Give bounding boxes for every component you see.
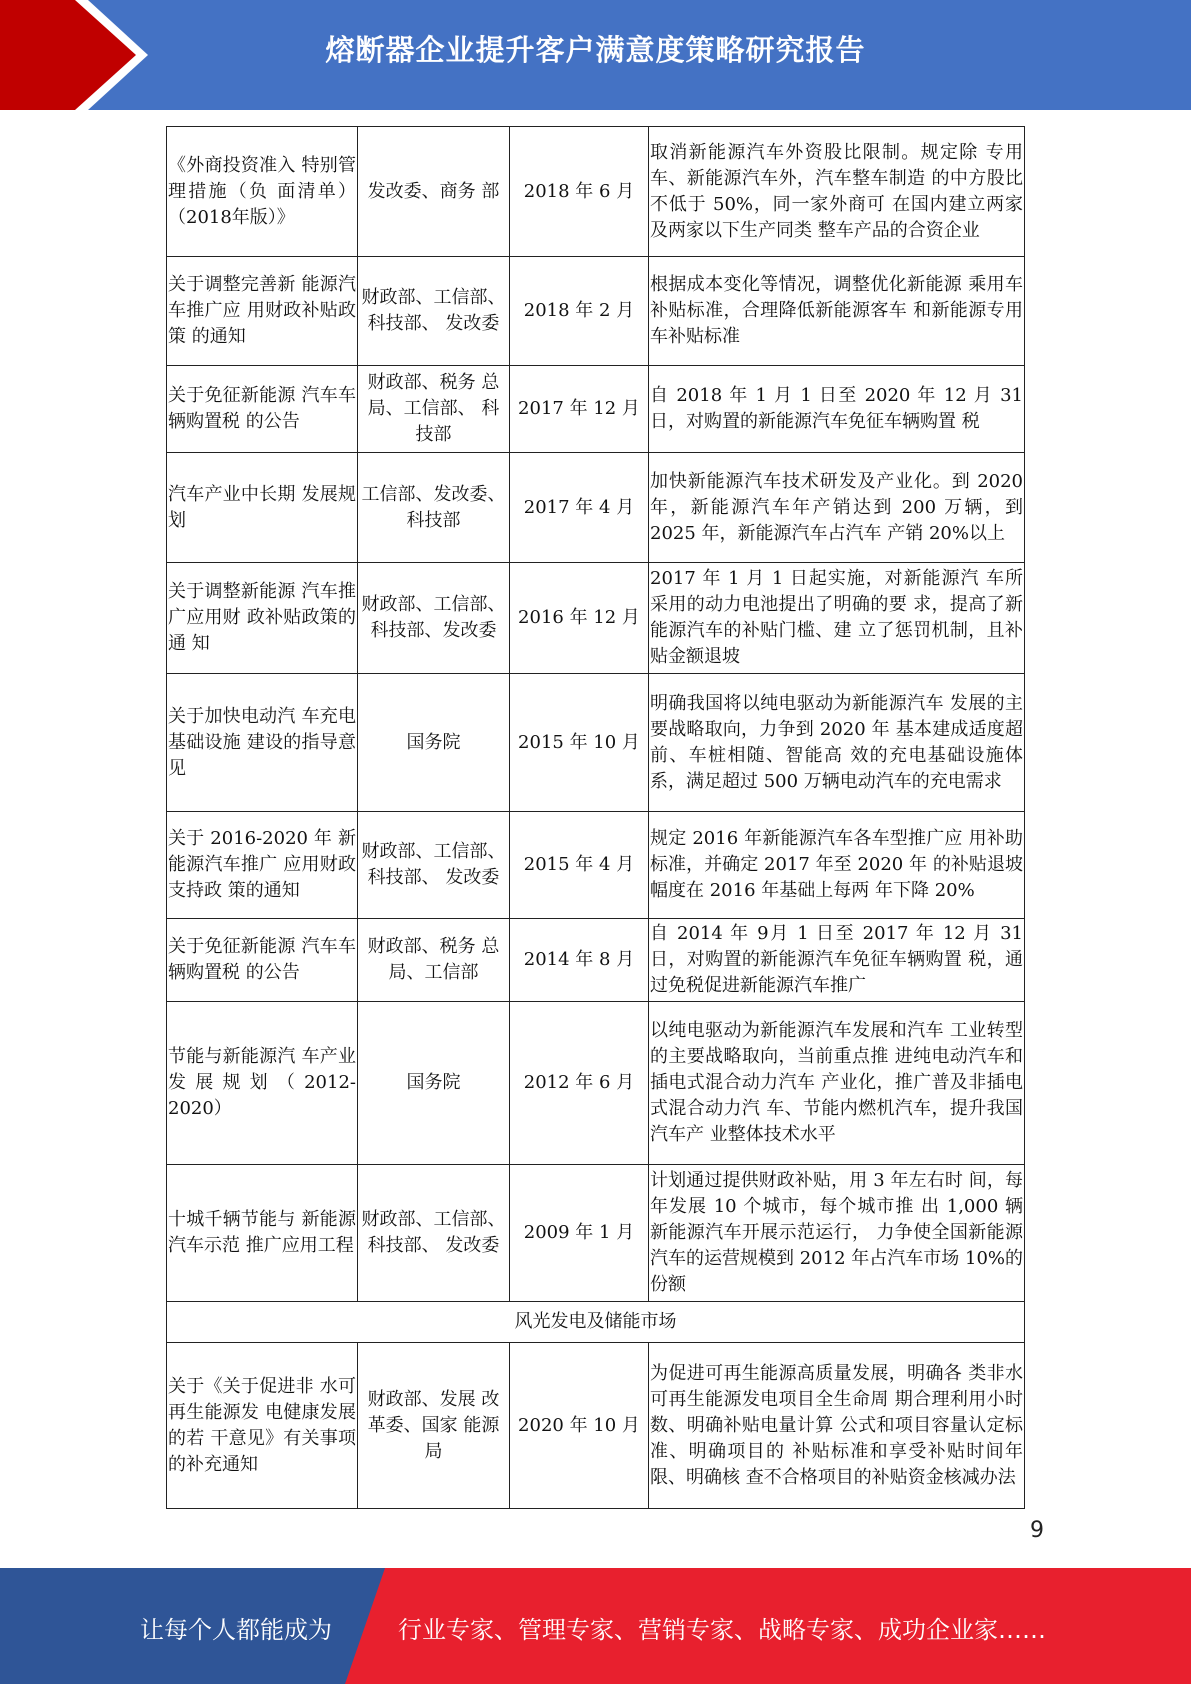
table-row [167, 812, 1025, 919]
date-cell: 2009 年 1 月 [510, 1165, 649, 1302]
date-cell: 2017 年 12 月 [510, 366, 649, 453]
page-number: 9 [1030, 1518, 1044, 1543]
policy-name-cell: 关于调整新能源 汽车推广应用财 政补贴政策的通 知 [167, 563, 358, 674]
date-cell: 2014 年 8 月 [510, 919, 649, 1002]
department-cell: 财政部、税务 总局、工信部 [358, 919, 510, 1002]
policy-name-cell: 节能与新能源汽 车产业发展规划（2012-2020） [167, 1002, 358, 1165]
report-title: 熔断器企业提升客户满意度策略研究报告 [325, 33, 866, 67]
table-row [167, 257, 1025, 366]
description-cell: 取消新能源汽车外资股比限制。规定除 专用车、新能源汽车外，汽车整车制造 的中方股比不低于 50%，同一家外商可 在国内建立两家及两家以下生产同类 整车产品的合资企业 [649, 127, 1025, 257]
date-cell: 2020 年 10 月 [510, 1343, 649, 1509]
policy-name-cell: 关于调整完善新 能源汽车推广应 用财政补贴政策 的通知 [167, 257, 358, 366]
department-cell: 财政部、税务 总局、工信部、 科技部 [358, 366, 510, 453]
date-cell: 2018 年 2 月 [510, 257, 649, 366]
description-cell: 明确我国将以纯电驱动为新能源汽车 发展的主要战略取向，力争到 2020 年 基本建成适度超前、车桩相随、智能高 效的充电基础设施体系，满足超过 500 万辆电动汽车的充电需求 [649, 674, 1025, 812]
date-cell: 2015 年 4 月 [510, 812, 649, 919]
section-title-cell: 风光发电及储能市场 [167, 1302, 1025, 1343]
description-cell: 自 2014 年 9月 1 日至 2017 年 12 月 31 日，对购置的新能源汽车免征车辆购置 税，通过免税促进新能源汽车推广 [649, 919, 1025, 1002]
policy-name-cell: 关于 2016-2020 年 新能源汽车推广 应用财政支持政 策的通知 [167, 812, 358, 919]
department-cell: 财政部、工信部、科技部、 发改委 [358, 1165, 510, 1302]
footer-slogan-left: 让每个人都能成为 [140, 1616, 332, 1644]
description-cell: 规定 2016 年新能源汽车各车型推广应 用补助标准，并确定 2017 年至 2020 年 的补贴退坡幅度在 2016 年基础上每两 年下降 20% [649, 812, 1025, 919]
table-row [167, 674, 1025, 812]
table-row [167, 1343, 1025, 1509]
description-cell: 自 2018 年 1 月 1 日至 2020 年 12 月 31 日，对购置的新能源汽车免征车辆购置 税 [649, 366, 1025, 453]
description-cell: 以纯电驱动为新能源汽车发展和汽车 工业转型的主要战略取向，当前重点推 进纯电动汽车和插电式混合动力汽车 产业化，推广普及非插电式混合动力汽 车、节能内燃机汽车，提升我国汽车产 业整体技术水平 [649, 1002, 1025, 1165]
table-row [167, 919, 1025, 1002]
policy-name-cell: 关于免征新能源 汽车车辆购置税 的公告 [167, 919, 358, 1002]
date-cell: 2016 年 12 月 [510, 563, 649, 674]
page-header [0, 0, 1191, 110]
department-cell: 工信部、发改委、科技部 [358, 453, 510, 563]
department-cell: 财政部、工信部、科技部、 发改委 [358, 812, 510, 919]
department-cell: 财政部、工信部、科技部、 发改委 [358, 257, 510, 366]
department-cell: 财政部、发展 改革委、国家 能源局 [358, 1343, 510, 1509]
policy-name-cell: 十城千辆节能与 新能源汽车示范 推广应用工程 [167, 1165, 358, 1302]
policy-name-cell: 《外商投资准入 特别管理措施（负 面清单）（2018年版）》 [167, 127, 358, 257]
description-cell: 为促进可再生能源高质量发展，明确各 类非水可再生能源发电项目全生命周 期合理利用小时数、明确补贴电量计算 公式和项目容量认定标准、明确项目的 补贴标准和享受补贴时间年限、明确核 查不合格项目的补贴资金核减办法 [649, 1343, 1025, 1509]
date-cell: 2018 年 6 月 [510, 127, 649, 257]
department-cell: 财政部、工信部、科技部、发改委 [358, 563, 510, 674]
description-cell: 计划通过提供财政补贴，用 3 年左右时 间，每年发展 10 个城市，每个城市推 出 1,000 辆新能源汽车开展示范运行， 力争使全国新能源汽车的运营规模到 2012 年占汽车市场 10%的份额 [649, 1165, 1025, 1302]
policy-name-cell: 关于免征新能源 汽车车辆购置税 的公告 [167, 366, 358, 453]
policy-name-cell: 关于《关于促进非 水可再生能源发 电健康发展的若 干意见》有关事项 的补充通知 [167, 1343, 358, 1509]
table-row [167, 453, 1025, 563]
department-cell: 发改委、商务 部 [358, 127, 510, 257]
table-row [167, 1165, 1025, 1302]
table-row [167, 563, 1025, 674]
department-cell: 国务院 [358, 674, 510, 812]
description-cell: 加快新能源汽车技术研发及产业化。到 2020 年，新能源汽车年产销达到 200 万辆，到 2025 年，新能源汽车占汽车 产销 20%以上 [649, 453, 1025, 563]
footer-slogan-right: 行业专家、管理专家、营销专家、战略专家、成功企业家…… [398, 1616, 1046, 1644]
description-cell: 根据成本变化等情况，调整优化新能源 乘用车补贴标准，合理降低新能源客车 和新能源专用车补贴标准 [649, 257, 1025, 366]
date-cell: 2015 年 10 月 [510, 674, 649, 812]
department-cell: 国务院 [358, 1002, 510, 1165]
policy-name-cell: 汽车产业中长期 发展规划 [167, 453, 358, 563]
table-row [167, 1002, 1025, 1165]
policy-name-cell: 关于加快电动汽 车充电基础设施 建设的指导意见 [167, 674, 358, 812]
date-cell: 2017 年 4 月 [510, 453, 649, 563]
policy-table [166, 126, 1025, 1509]
description-cell: 2017 年 1 月 1 日起实施，对新能源汽 车所采用的动力电池提出了明确的要 求，提高了新能源汽车的补贴门槛、建 立了惩罚机制，且补贴金额退坡 [649, 563, 1025, 674]
table-row [167, 366, 1025, 453]
section-row [167, 1302, 1025, 1343]
date-cell: 2012 年 6 月 [510, 1002, 649, 1165]
table-row [167, 127, 1025, 257]
